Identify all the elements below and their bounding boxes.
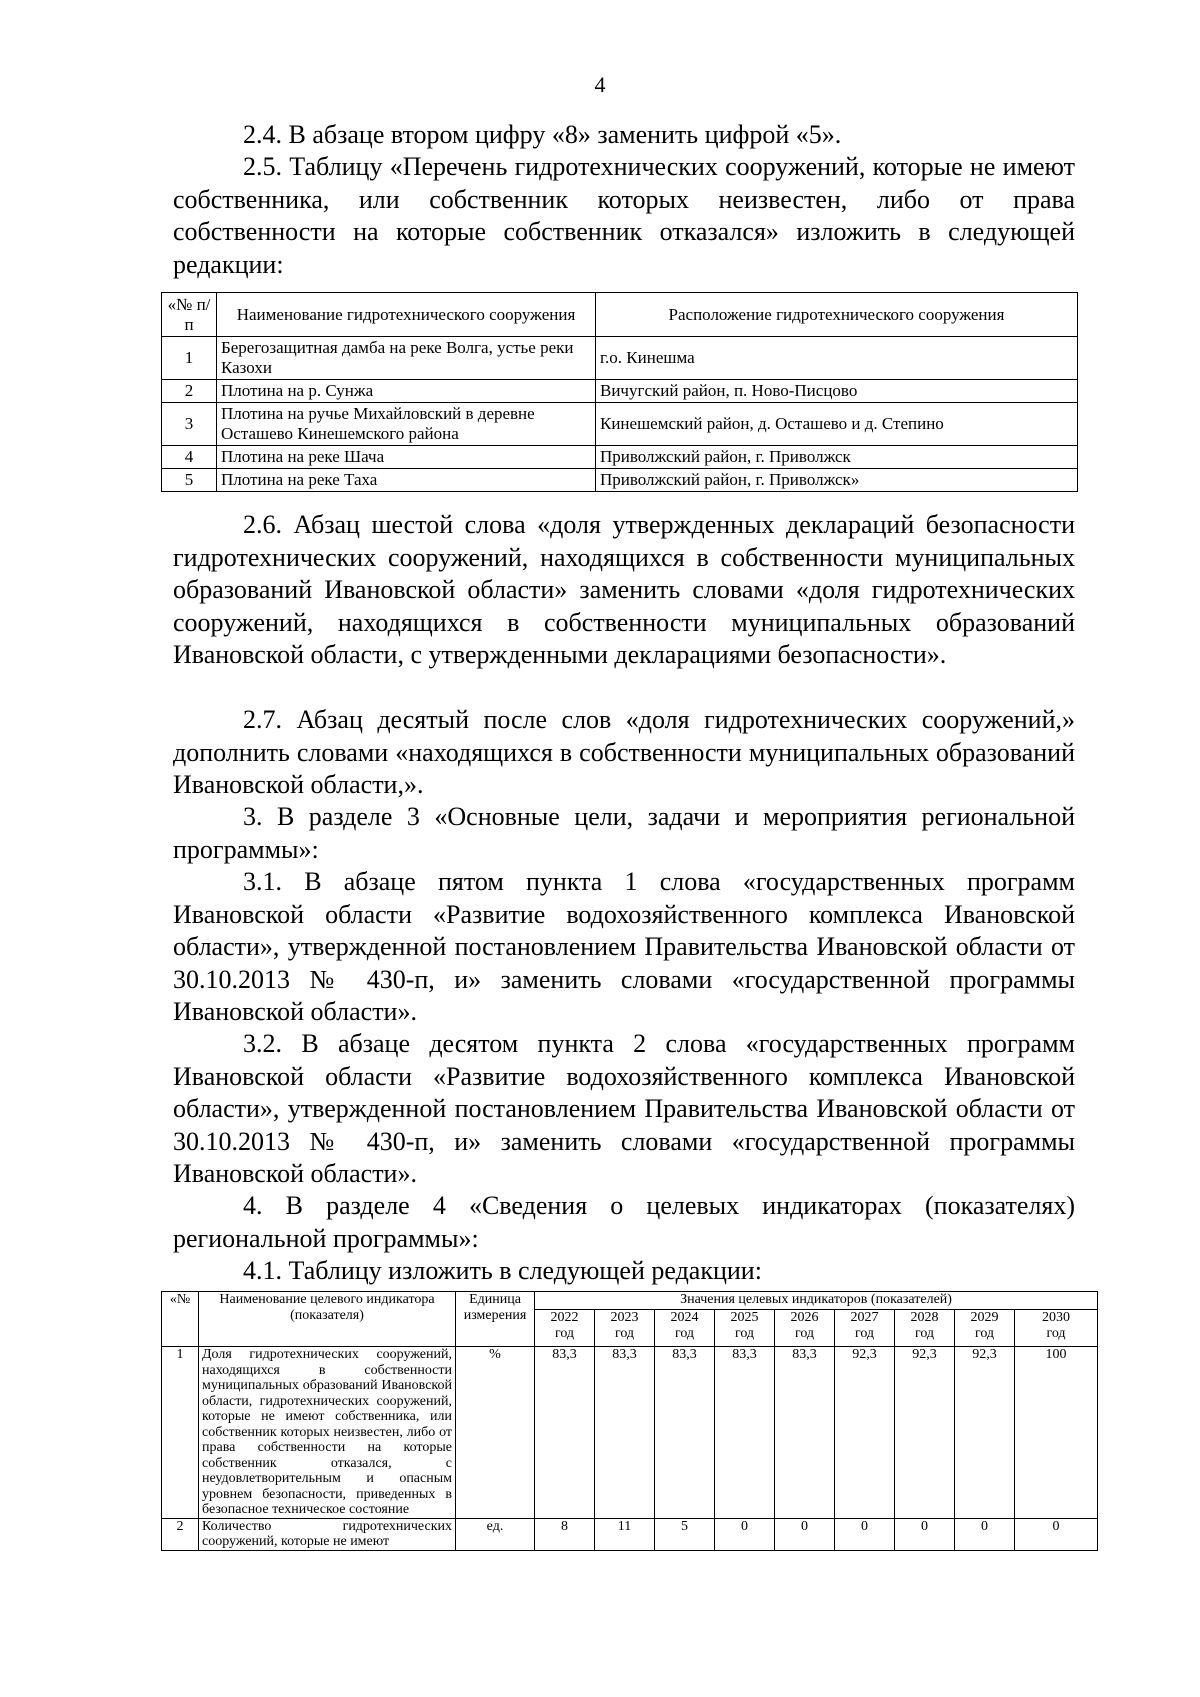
row-value: 0	[895, 1518, 955, 1550]
row-value: 0	[1015, 1518, 1098, 1550]
row-value: 0	[715, 1518, 775, 1550]
paragraph-2-7: 2.7. Абзац десятый после слов «доля гидротехнических сооружений,» дополнить словами «находящихся в собственности муниципальных образований Ивановской области,».	[173, 705, 1075, 799]
header-number: «№ п/п	[162, 293, 217, 337]
row-value: 83,3	[715, 1347, 775, 1519]
header-year: 2030 год	[1015, 1310, 1098, 1347]
row-value: 92,3	[895, 1347, 955, 1519]
row-location: Кинешемский район, д. Осташево и д. Степино	[596, 403, 1078, 446]
table-header-row	[162, 1292, 1098, 1310]
header-values: Значения целевых индикаторов (показателей)	[535, 1292, 1098, 1310]
row-value: 83,3	[775, 1347, 835, 1519]
row-value: 92,3	[835, 1347, 895, 1519]
row-value: 5	[655, 1518, 715, 1550]
row-unit: ед.	[456, 1518, 535, 1550]
row-value: 83,3	[595, 1347, 655, 1519]
row-name: Плотина на р. Сунжа	[217, 380, 596, 403]
header-year: 2023 год	[595, 1310, 655, 1347]
header-year: 2028 год	[895, 1310, 955, 1347]
table-row	[162, 380, 1078, 403]
row-location: Приволжский район, г. Приволжск	[596, 446, 1078, 469]
table-row	[162, 469, 1078, 492]
row-location: Вичугский район, п. Ново-Писцово	[596, 380, 1078, 403]
row-value: 0	[955, 1518, 1015, 1550]
table-row	[162, 446, 1078, 469]
header-year: 2022 год	[535, 1310, 595, 1347]
header-number: «№	[162, 1292, 199, 1347]
row-number: 1	[162, 1347, 199, 1519]
row-value: 100	[1015, 1347, 1098, 1519]
row-value: 0	[835, 1518, 895, 1550]
table-row	[162, 337, 1078, 380]
paragraph-4: 4. В разделе 4 «Сведения о целевых индикаторах (показателях) региональной программы»:	[173, 1191, 1075, 1253]
paragraph-2-6: 2.6. Абзац шестой слова «доля утвержденных деклараций безопасности гидротехнических сооружений, находящихся в собственности муниципальных образований Ивановской области» заменить словами «доля гидротехнических сооружений, находящихся в собственности муниципальных образований Ивановской области, с утвержденными декларациями безопасности».	[173, 510, 1075, 669]
page-number: 4	[594, 72, 606, 97]
row-number: 5	[162, 469, 217, 492]
header-unit: Единица измерения	[456, 1292, 535, 1347]
table-row	[162, 1347, 1098, 1519]
paragraph-3-2: 3.2. В абзаце десятом пункта 2 слова «государственных программ Ивановской области «Развитие водохозяйственного комплекса Ивановской области», утвержденной постановлением Правительства Ивановской области от 30.10.2013 № 430-п, и» заменить словами «государственной программы Ивановской области».	[173, 1029, 1075, 1188]
row-number: 3	[162, 403, 217, 446]
row-value: 11	[595, 1518, 655, 1550]
target-indicators-table	[161, 1291, 1098, 1551]
paragraph-4-1: 4.1. Таблицу изложить в следующей редакции:	[243, 1256, 762, 1285]
row-unit: %	[456, 1347, 535, 1519]
row-number: 4	[162, 446, 217, 469]
row-value: 83,3	[535, 1347, 595, 1519]
row-value: 0	[775, 1518, 835, 1550]
row-location: Приволжский район, г. Приволжск»	[596, 469, 1078, 492]
header-name: Наименование гидротехнического сооружения	[217, 293, 596, 337]
row-value: 8	[535, 1518, 595, 1550]
row-value: 83,3	[655, 1347, 715, 1519]
paragraph-2-4: 2.4. В абзаце втором цифру «8» заменить цифрой «5».	[243, 120, 842, 149]
row-number: 2	[162, 380, 217, 403]
row-value: 92,3	[955, 1347, 1015, 1519]
row-location: г.о. Кинешма	[596, 337, 1078, 380]
header-location: Расположение гидротехнического сооружения	[596, 293, 1078, 337]
row-number: 2	[162, 1518, 199, 1550]
table-row	[162, 403, 1078, 446]
row-indicator-name: Количество гидротехнических сооружений, которые не имеют	[199, 1518, 456, 1550]
hydro-structures-table	[161, 292, 1078, 492]
table-header-row	[162, 293, 1078, 337]
paragraph-3: 3. В разделе 3 «Основные цели, задачи и мероприятия региональной программы»:	[173, 802, 1075, 864]
row-name: Плотина на реке Шача	[217, 446, 596, 469]
row-name: Берегозащитная дамба на реке Волга, устье реки Казохи	[217, 337, 596, 380]
paragraph-3-1: 3.1. В абзаце пятом пункта 1 слова «государственных программ Ивановской области «Развитие водохозяйственного комплекса Ивановской области», утвержденной постановлением Правительства Ивановской области от 30.10.2013 № 430-п, и» заменить словами «государственной программы Ивановской области».	[173, 867, 1075, 1026]
table-row	[162, 1518, 1098, 1550]
row-indicator-name: Доля гидротехнических сооружений, находящихся в собственности муниципальных образований Ивановской области, гидротехнических сооружений, которые не имеют собственника, или собственник которых неизвестен, либо от права собственности на которые собственник отказался, с неудовлетворительным и опасным уровнем безопасности, приведенных в безопасное техническое состояние	[199, 1347, 456, 1519]
row-number: 1	[162, 337, 217, 380]
header-year: 2027 год	[835, 1310, 895, 1347]
header-year: 2029 год	[955, 1310, 1015, 1347]
header-year: 2024 год	[655, 1310, 715, 1347]
header-indicator-name: Наименование целевого индикатора (показателя)	[199, 1292, 456, 1347]
row-name: Плотина на ручье Михайловский в деревне Осташево Кинешемского района	[217, 403, 596, 446]
paragraph-2-5: 2.5. Таблицу «Перечень гидротехнических сооружений, которые не имеют собственника, или собственник которых неизвестен, либо от права собственности на которые собственник отказался» изложить в следующей редакции:	[173, 152, 1075, 279]
header-year: 2025 год	[715, 1310, 775, 1347]
row-name: Плотина на реке Таха	[217, 469, 596, 492]
header-year: 2026 год	[775, 1310, 835, 1347]
